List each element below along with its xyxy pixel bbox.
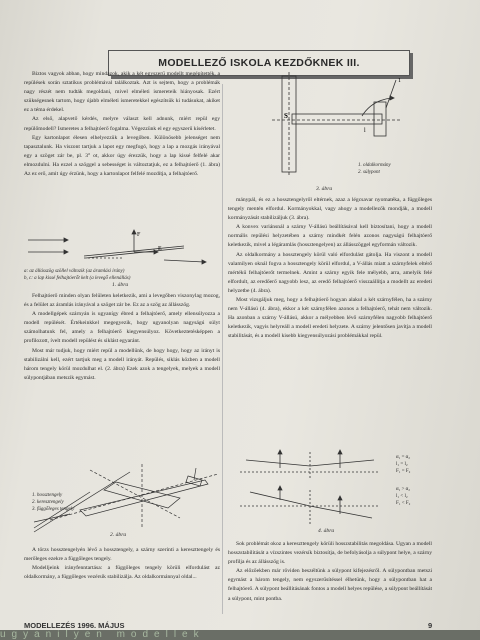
paragraph: Az oldalkormány a hossztengely körül való elfordulást gátolja. Ha viszont a modell valamilyen oknál fogva a hossztengely körül elfordul, a V-állás miatt a szárnyfelek eltérő mértékű felhajtóerőt termelnek. Amint a szárny egyik fele mélyebb, arra, amelyik felé elfordult, az eredőerő nagyobb lesz, az eredő felhajtóerő visszaállítja a modellt az eredeti helyzetbe (4. ábra). [228,251,432,294]
left-column-intro [24,70,220,210]
paragraph: Biztos vagyok abban, hogy mindazok, akik a két egyszerű modellt megépítették, a repülések során sztatikus problémával találkoztak. Azt is sejtem, hogy a problémák nagy részét nem tudták megoldani, mivel elméleti ismereteik hiányosak. Ezért szükségesnek tartom, hogy újabb elméleti ismeretekkel egészítsük ki tudásukat, akiket ez a téma érdekel. [24,71,220,114]
paragraph: A modellgépek szárnyán is ugyanígy ébred a felhajtóerő, amely ellensúlyozza a modell repülését. Értékeinkkel megegyezik, hogy ugyanolyan nagyságú súlyt számolhatunk fel, amely a felhajtóerő kiegyensúlyoz. Következtetésképpen a profilozott, ívelt modell repülést és siklást egyaránt. [24,311,220,345]
paragraph: Sok problémát okoz a kereszttengely körüli hosszstabilitás megoldása. Ugyan a modell hosszstabilitását a vízszintes vezérsík biztosítja, de befolyásolja a súlypont helye, a szárny profilja és az állásszög is. [228,541,432,566]
page-title: MODELLEZŐ ISKOLA KEZDŐKNEK III. [108,50,410,76]
legend-item: a: az állásszög szöllel változik (az áramlási irány) [24,269,125,274]
right-column-top [228,196,432,442]
paragraph: mánypál, és ez a hossztengelyről eltérnek, azaz a légcsavar nyomatéka, a függőleges tengely mentén elfordul. Kormányokkal, vagy ahogy a modellezők mondják, a modell kormányzását stabilizáljuk (3. ábra). [228,197,432,222]
paragraph: Az előzőekben már röviden beszéltünk a súlypont kifejezésről. A súlypontban metszi egymást a három tengely, nem egyszerűsítéssel élhetünk, hogy a súlypontban hat a felhajtóerő. A súlypont beállításának fontos a modell helyes repülése, a súlypont beállítását a súlypont, mint pontba. [228,568,432,602]
figure-3-label-1: 1 [398,78,401,84]
footer-page-number: 9 [428,621,433,630]
figure-1-airflow-diagram [24,228,214,266]
svg-text:F: F [137,232,141,238]
paragraph: Modelljeink irányfenntartása: a függőleges tengely körüli elfordulást az oldalkormány, a függőleges vezérsík stabilizálja. Az oldalkormánnyal oldal... [24,565,220,581]
right-column-bottom [228,540,432,618]
figure-4-labels-top [396,454,410,475]
paragraph: Felhajtóerő minden olyan felületen keletkezik, ami a levegőben viszonylag mozog, és a felület az áramlás irányával a szöget zár be. Ez az a szög az állásszög. [24,293,220,309]
figure-4-dihedral-diagram [240,448,390,528]
svg-text:E: E [158,246,162,252]
formula: α₁ = α₂ [396,455,411,460]
figure-3-legend [358,162,391,176]
figure-4-caption: 4. ábra [318,528,335,534]
footer-issue: MODELLEZÉS 1996. MÁJUS [24,621,125,630]
legend-item: b, c: a lap kissé felhajtóerőt kelt (a levegő ellenállás) [24,276,131,281]
figure-2-caption: 2. ábra [110,532,127,538]
paragraph: Egy kartonlapot élesen elhelyezzük a levegőben. Különösebb jelenséget nem tapasztalunk. Ha viszont tartjuk a lapot egy megfogó, hogy a lap a mozgás irányával egy a szöget zár be, pl. 3° ot, akkor úgy érezzük, hogy a lap kissé felfelé akar elmozdulni. Ha ezzel a szöggel a sebességet is változtatjuk, ez a felhajtóerő (1. ábra) Az ez erő, amit úgy érzünk, hogy a kartonlapot felfelé mozdítja, a felhajtóerő. [24,134,220,178]
formula: α₁ > α₂ [396,487,411,492]
legend-item: 2. súlypont [358,170,380,175]
formula: F₁ = F₂ [396,469,411,474]
next-page-edge: ugyanilyen modellek [0,630,480,640]
figure-3-label-l: l [364,128,366,134]
paragraph: Most már tudjuk, hogy miért repül a modellünk, de hogy hogy, hogy az irányt is stabilizálni kell, ezért tartjuk meg a modell irányát. Repülés, siklás közben a modell három tengely körül mozdulhat el. (2. ábra) Ezek azok a tengelyek, melyek a modell súlypontjában metszik egymást. [24,347,220,381]
figure-1-legend [24,268,214,282]
left-column-end [24,546,220,616]
formula: F₁ < F₂ [396,501,411,506]
paragraph: A konvex variánsnál a szárny V-állású beállításával kell biztosítani, hogy a modell normális repülési helyzetében a szárny mindkét felén azonos nagyságú felhajtóerő keletkezik, mivel a légáramlás (hossztengelyen) az állásszöggel egyformán változik. [228,224,432,249]
column-divider [222,84,223,614]
legend-item: 1. oldalkormány [358,163,391,168]
figure-3-label-s: S [284,112,288,120]
figure-3-caption: 3. ábra [316,186,333,192]
figure-4-labels-bottom [396,486,410,507]
figure-2-legend [32,492,74,513]
formula: l₁ = l₂ [396,462,408,467]
legend-item: 2. keresztengely [32,500,64,505]
paragraph: Most vizsgáljuk meg, hogy a felhajtóerő hogyan alakul a két szárnyfélen, ha a szárny nem V-állású (4. ábra), ekkor a két szárnyfélen azonos a felhajtóerő, tehát nem változik. Ha azonban a szárny V-állású, akkor a mélyebben lévő szárnyfélen nagyobb felhajtóerő keletkezik, vagyis helyreáll a modell eredeti helyzete. A szárny jelentősen javítja a modell stabilitását, és a modell kisebb kiegyensúlyozási problémákkal repül. [228,297,432,340]
figure-1-caption: 1. ábra [112,282,129,288]
formula: l₁ < l₂ [396,494,408,499]
legend-item: 3. függőleges tengely [32,507,75,512]
left-column-middle [24,292,220,462]
paragraph: A törzs hossztengelyén lévő a hossztengely, a szárny szerinti a kereszttengely és merőleges ezekre a függőleges tengely. [24,547,220,563]
paragraph: Az első, alapvető kérdés, melyre választ kell adnunk, miért repül egy repülőmodell? Ismeretes a felhajtóerő fogalma. Végezzünk el egy egyszerű kísérletet. [24,116,220,132]
legend-item: 1. hossztengely [32,493,63,498]
